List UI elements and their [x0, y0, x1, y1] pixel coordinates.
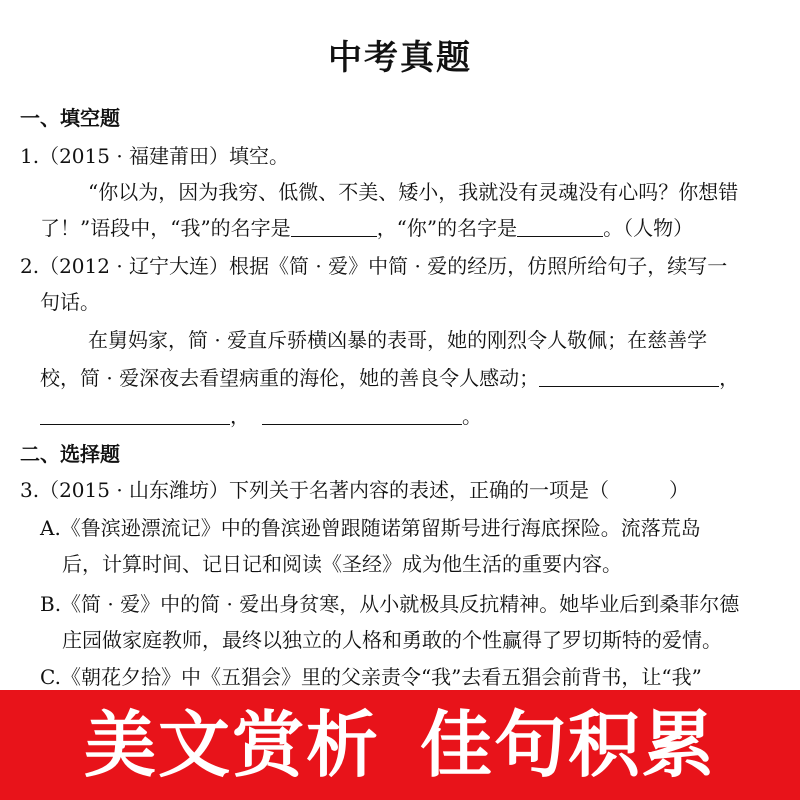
option-a-line-1: A.《鲁滨逊漂流记》中的鲁滨逊曾跟随诺第留斯号进行海底探险。流落荒岛	[40, 516, 701, 540]
question-2-line-5	[40, 402, 482, 430]
answer-blank-4[interactable]	[40, 404, 230, 425]
question-2-line-2: 句话。	[40, 290, 100, 314]
option-b-line-2: 庄园做家庭教师，最终以独立的人格和勇敢的个性赢得了罗切斯特的爱情。	[62, 628, 722, 652]
option-b-line-1: B.《简 · 爱》中的简 · 爱出身贫寒，从小就极具反抗精神。她毕业后到桑菲尔德	[40, 592, 740, 616]
banner-left-text: 美文赏析	[83, 703, 380, 787]
question-1-line-2	[40, 214, 693, 242]
answer-blank-3[interactable]	[539, 366, 719, 387]
answer-blank-1[interactable]	[291, 216, 377, 237]
section-heading-fill: 一、填空题	[20, 106, 120, 130]
question-1-line-1: “你以为，因为我穷、低微、不美、矮小，我就没有灵魂没有心吗？你想错	[88, 180, 739, 204]
question-2-text-a: 校，简 · 爱深夜去看望病重的海伦，她的善良令人感动；	[40, 366, 540, 390]
section-heading-choice: 二、选择题	[20, 442, 120, 466]
question-1-text-c: 。（人物）	[603, 216, 694, 240]
question-2-line-4	[40, 364, 739, 392]
question-1-text-b: ，“你”的名字是	[376, 216, 518, 240]
option-a-line-2: 后，计算时间、记日记和阅读《圣经》成为他生活的重要内容。	[62, 552, 622, 576]
page-title: 中考真题	[328, 38, 472, 78]
banner-text	[0, 690, 800, 800]
question-2-line-3: 在舅妈家，简 · 爱直斥骄横凶暴的表哥，她的刚烈令人敬佩；在慈善学	[88, 328, 708, 352]
question-2-text-c: ，	[230, 404, 250, 428]
banner-right-text: 佳句积累	[420, 703, 717, 787]
answer-blank-5[interactable]	[262, 404, 462, 425]
question-2-text-b: ，	[719, 366, 740, 390]
question-1-text-a: 了！”语段中，“我”的名字是	[40, 216, 291, 240]
question-2-text-d: 。	[462, 404, 482, 428]
answer-blank-2[interactable]	[517, 216, 603, 237]
question-3-head: 3.（2015 · 山东潍坊）下列关于名著内容的表述，正确的一项是（ ）	[20, 478, 690, 502]
promo-banner	[0, 690, 800, 800]
question-1-head: 1.（2015 · 福建莆田）填空。	[20, 144, 290, 168]
option-c-line-1: C.《朝花夕拾》中《五猖会》里的父亲责令“我”去看五猖会前背书，让“我”	[40, 665, 702, 689]
question-2-head: 2.（2012 · 辽宁大连）根据《简 · 爱》中简 · 爱的经历，仿照所给句子，续写一	[20, 254, 728, 278]
